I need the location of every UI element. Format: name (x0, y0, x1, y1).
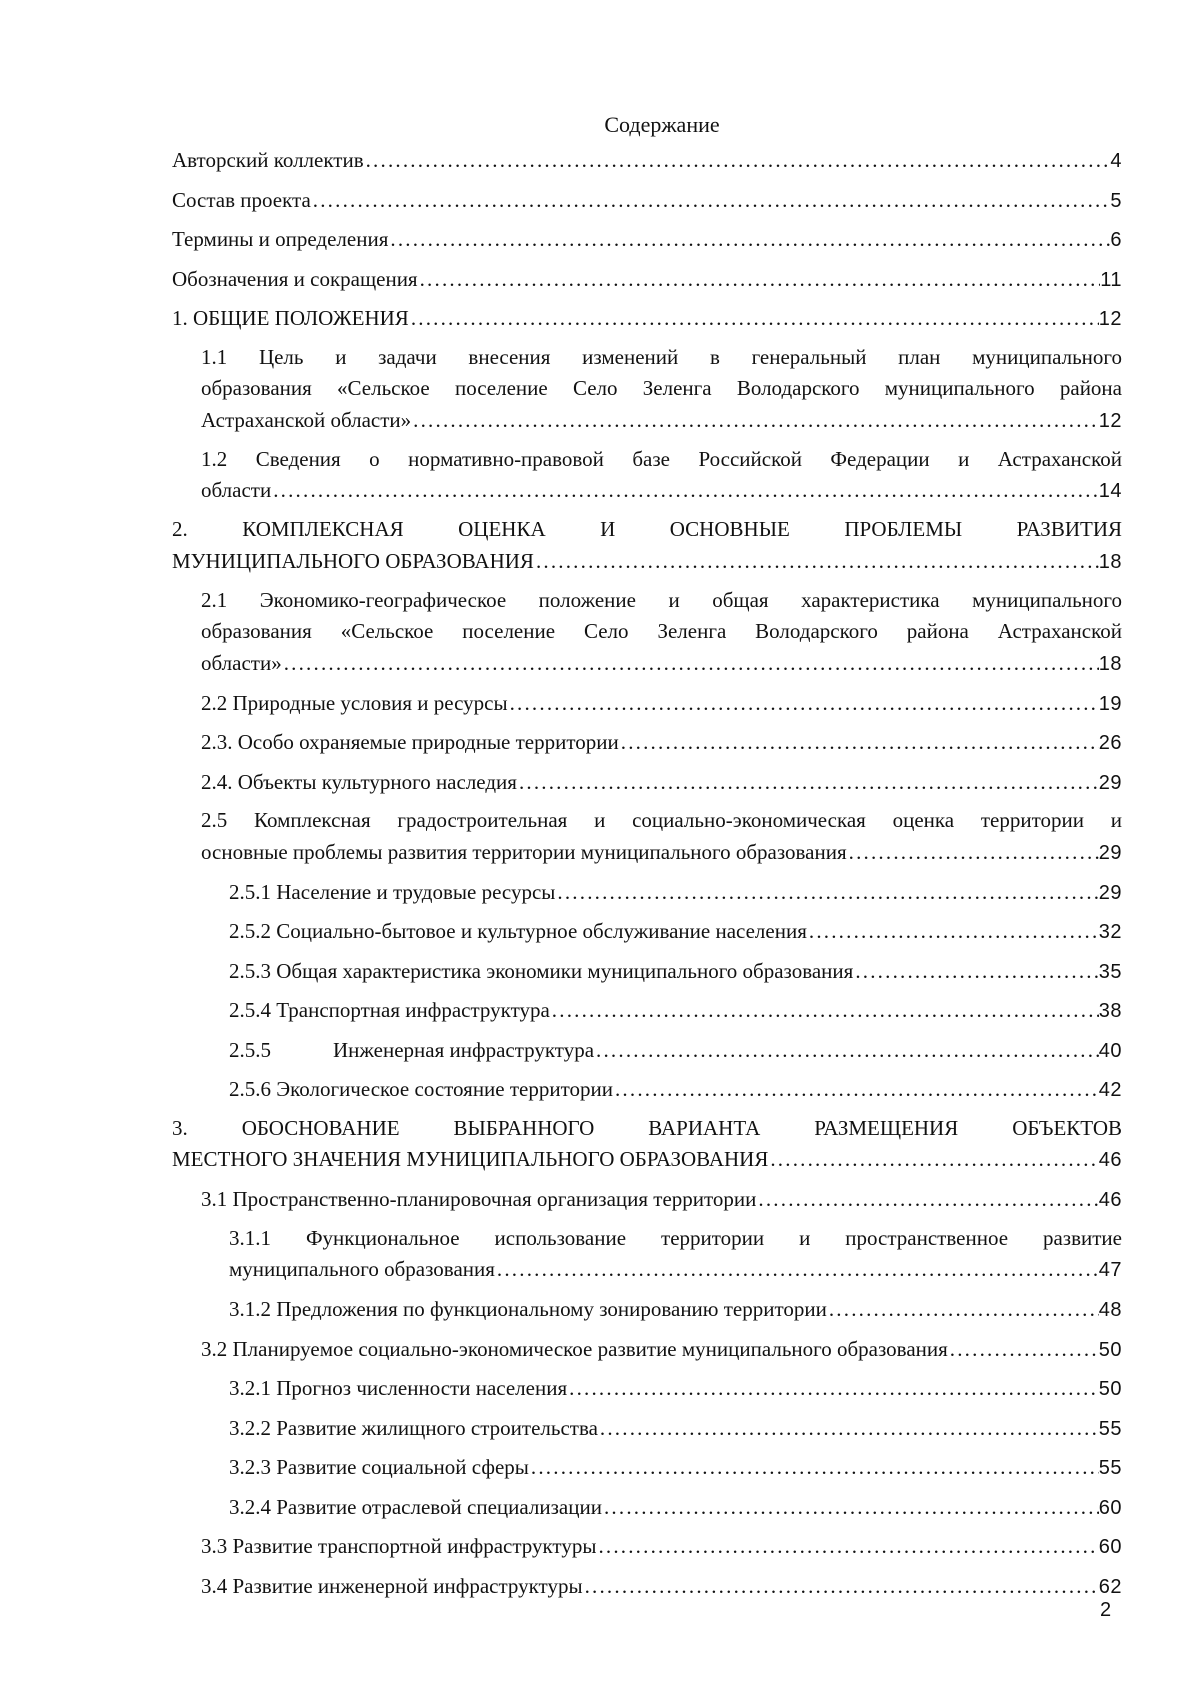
toc-entry[interactable] (172, 184, 1122, 217)
toc-entry-text-line: 2.5 Комплексная градостроительная и социально-экономическая оценка территории и (201, 808, 1122, 832)
dot-leader (598, 1412, 1099, 1444)
document-page (172, 110, 1122, 1609)
toc-entry-page: 47 (1098, 1259, 1122, 1281)
toc-entry-label: Инженерная инфраструктура (333, 1037, 595, 1062)
toc-entry-text-line: 2. КОМПЛЕКСНАЯ ОЦЕНКА И ОСНОВНЫЕ ПРОБЛЕМЫ РАЗВИТИЯ (172, 517, 1122, 541)
toc-entry-page: 55 (1098, 1417, 1122, 1440)
toc-entry[interactable] (229, 1491, 1122, 1524)
dot-leader (807, 915, 1099, 947)
toc-entry-page: 29 (1098, 881, 1122, 904)
toc-entry-label: 2.3. Особо охраняемые природные территории (201, 730, 619, 754)
toc-entry[interactable] (172, 302, 1122, 335)
toc-entry-label: 3.1.2 Предложения по функциональному зонированию территории (229, 1297, 827, 1321)
dot-leader (555, 876, 1098, 908)
dot-leader (619, 726, 1099, 758)
toc-entry-label: МЕСТНОГО ЗНАЧЕНИЯ МУНИЦИПАЛЬНОГО ОБРАЗОВАНИЯ (172, 1147, 769, 1171)
dot-leader (271, 475, 1099, 507)
dot-leader (613, 1073, 1099, 1105)
toc-entry[interactable] (229, 1293, 1122, 1326)
toc-entry-page: 46 (1098, 1149, 1122, 1171)
toc-entry[interactable] (172, 1113, 1122, 1177)
toc-entry[interactable] (172, 223, 1122, 256)
toc-entry-label: Астраханской области» (201, 407, 412, 432)
toc-entry-page: 48 (1098, 1299, 1122, 1321)
toc-entry[interactable] (229, 994, 1122, 1027)
toc-entry-page: 11 (1100, 268, 1122, 291)
toc-entry-label: Термины и определения (172, 227, 389, 251)
dot-leader (948, 1333, 1099, 1365)
toc-entry-page: 40 (1098, 1039, 1122, 1062)
toc-entry-label: Состав проекта (172, 187, 311, 212)
toc-entry-page: 55 (1098, 1457, 1122, 1479)
toc-entry[interactable] (201, 726, 1122, 759)
toc-entry-text-line: 3.1.1 Функциональное использование территории и пространственное развитие (229, 1225, 1122, 1250)
toc-entry-label: 3.2.2 Развитие жилищного строительства (229, 1415, 598, 1440)
toc-entry[interactable] (172, 263, 1122, 296)
toc-entry[interactable] (229, 1412, 1122, 1445)
toc-entry[interactable] (201, 444, 1122, 508)
toc-entry-page: 18 (1098, 652, 1122, 675)
toc-entry-page: 46 (1098, 1189, 1122, 1211)
toc-entry[interactable] (229, 955, 1122, 988)
toc-entry-text-line: 1.2 Сведения о нормативно-правовой базе Российской Федерации и Астраханской (201, 446, 1122, 471)
toc-entry-text-line: образования «Сельское поселение Село Зеленга Володарского муниципального района (201, 376, 1122, 400)
toc-entry-label: 2.5.1 Население и трудовые ресурсы (229, 879, 556, 904)
toc-entry[interactable] (201, 805, 1122, 869)
toc-entry-page: 62 (1098, 1575, 1122, 1598)
toc-entry[interactable] (229, 1073, 1122, 1106)
toc-entry-label: 3.2.4 Развитие отраслевой специализации (229, 1494, 602, 1519)
dot-leader (534, 546, 1099, 578)
toc-entry[interactable] (201, 1183, 1122, 1216)
toc-entry-label: 2.5.2 Социально-бытовое и культурное обслуживание населения (229, 919, 807, 943)
dot-leader (418, 263, 1101, 295)
toc-entry[interactable] (201, 585, 1122, 681)
dot-leader (311, 184, 1111, 216)
toc-entry[interactable] (201, 1333, 1122, 1366)
toc-entry-page: 29 (1098, 771, 1122, 794)
dot-leader (411, 405, 1099, 437)
toc-entry-page: 38 (1098, 1000, 1122, 1022)
dot-leader (508, 687, 1099, 719)
toc-entry-label: 1. ОБЩИЕ ПОЛОЖЕНИЯ (172, 306, 409, 330)
dot-leader (567, 1372, 1099, 1404)
page-number: 2 (1100, 1599, 1112, 1621)
toc-entry[interactable] (201, 342, 1122, 438)
dot-leader (768, 1144, 1098, 1176)
toc-entry-page: 6 (1110, 229, 1122, 251)
dot-leader (596, 1530, 1098, 1562)
toc-entry[interactable] (172, 514, 1122, 578)
toc-entry[interactable] (172, 144, 1122, 177)
toc-entry-label: 3.3 Развитие транспортной инфраструктуры (201, 1534, 597, 1558)
toc-entry-page: 50 (1098, 1338, 1122, 1361)
toc-entry[interactable] (229, 1372, 1122, 1405)
toc-entry-page: 14 (1098, 480, 1122, 502)
toc-entry[interactable] (229, 1451, 1122, 1484)
toc-entry-page: 18 (1098, 550, 1122, 573)
dot-leader (517, 766, 1099, 798)
toc-entry-page: 29 (1098, 841, 1122, 864)
toc-entry-label: 2.2 Природные условия и ресурсы (201, 690, 508, 715)
toc-entry[interactable] (201, 1530, 1122, 1563)
toc-entry-page: 60 (1098, 1536, 1122, 1558)
dot-leader (364, 144, 1111, 176)
toc-entry-label: 3.4 Развитие инженерной инфраструктуры (201, 1573, 583, 1598)
toc-entry-label: 2.5.3 Общая характеристика экономики муниципального образования (229, 958, 854, 983)
dot-leader (550, 994, 1099, 1026)
toc-entry-label: Обозначения и сокращения (172, 266, 418, 291)
toc-entry-page: 26 (1098, 732, 1122, 754)
toc-entry-label: 2.5.4 Транспортная инфраструктура (229, 998, 550, 1022)
dot-leader (529, 1451, 1099, 1483)
dot-leader (594, 1034, 1099, 1066)
toc-entry-label: области (201, 478, 272, 502)
toc-entry-page: 4 (1110, 150, 1122, 172)
dot-leader (853, 955, 1098, 987)
toc-entry-label: муниципального образования (229, 1257, 495, 1281)
dot-leader (409, 302, 1099, 334)
dot-leader (583, 1570, 1099, 1602)
toc-entry-label: 3.2.1 Прогноз численности населения (229, 1376, 568, 1400)
dot-leader (495, 1254, 1099, 1286)
toc-entry-page: 60 (1098, 1496, 1122, 1519)
toc-entry[interactable] (201, 1570, 1122, 1603)
toc-entry-page: 35 (1098, 960, 1122, 983)
dot-leader (602, 1491, 1099, 1523)
toc-entry-page: 5 (1110, 189, 1122, 212)
dot-leader (847, 837, 1099, 869)
toc-entry-page: 19 (1098, 692, 1122, 715)
toc-entry[interactable] (201, 687, 1122, 720)
toc-title: Содержание (604, 112, 720, 137)
dot-leader (756, 1183, 1098, 1215)
toc-entry-label: 2.4. Объекты культурного наследия (201, 769, 517, 794)
toc-entry-page: 32 (1098, 921, 1122, 943)
dot-leader (282, 648, 1099, 680)
toc-entry[interactable] (229, 1034, 1122, 1067)
toc-entry-label: МУНИЦИПАЛЬНОГО ОБРАЗОВАНИЯ (172, 548, 534, 573)
toc-entry-number: 2.5.5 (229, 1037, 271, 1062)
dot-leader (388, 223, 1110, 255)
toc-entry[interactable] (229, 1223, 1122, 1287)
toc-entry-label: основные проблемы развития территории муниципального образования (201, 839, 847, 864)
toc-entry-label: 2.5.6 Экологическое состояние территории (229, 1077, 613, 1101)
toc-entry[interactable] (229, 915, 1122, 948)
toc-entry-text-line: 3. ОБОСНОВАНИЕ ВЫБРАННОГО ВАРИАНТА РАЗМЕЩЕНИЯ ОБЪЕКТОВ (172, 1115, 1122, 1140)
toc-entry[interactable] (229, 876, 1122, 909)
toc-entry-text-line: образования «Сельское поселение Село Зеленга Володарского района Астраханской (201, 619, 1122, 643)
toc-entry-label: области» (201, 650, 282, 675)
toc-entry-page: 12 (1098, 409, 1122, 432)
toc-entry-page: 12 (1098, 308, 1122, 330)
toc-entry[interactable] (201, 766, 1122, 799)
toc-entry-label: 3.1 Пространственно-планировочная организация территории (201, 1187, 757, 1211)
dot-leader (827, 1293, 1099, 1325)
toc-entry-page: 42 (1098, 1079, 1122, 1101)
table-of-contents (172, 144, 1122, 1603)
toc-entry-label: 3.2 Планируемое социально-экономическое развитие муниципального образования (201, 1336, 948, 1361)
toc-entry-text-line: 1.1 Цель и задачи внесения изменений в генеральный план муниципального (201, 344, 1122, 369)
toc-entry-label: 3.2.3 Развитие социальной сферы (229, 1455, 529, 1479)
toc-entry-page: 50 (1098, 1378, 1122, 1400)
toc-entry-text-line: 2.1 Экономико-географическое положение и общая характеристика муниципального (201, 587, 1122, 612)
toc-entry-label: Авторский коллектив (172, 148, 364, 172)
